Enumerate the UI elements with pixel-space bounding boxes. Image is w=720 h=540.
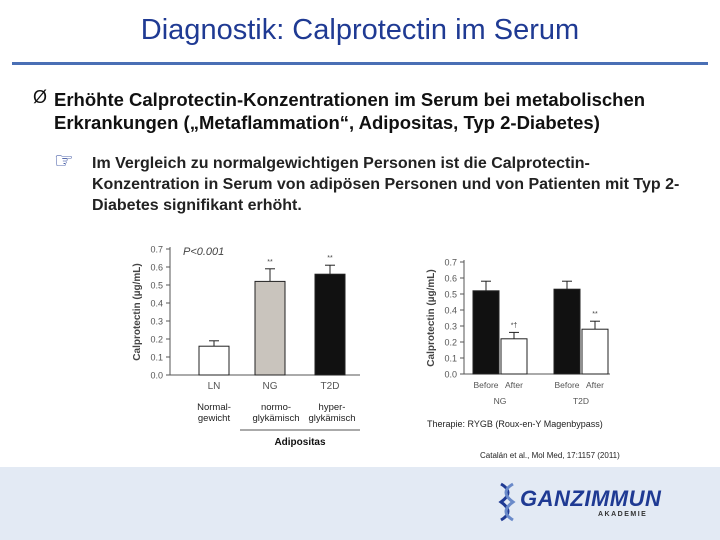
x-tick-label: T2D <box>320 381 340 392</box>
bar <box>315 274 345 375</box>
x-tick-label: Before <box>473 380 499 390</box>
group-label: gewicht <box>197 413 231 424</box>
y-axis-label: Calprotectin (µg/mL) <box>132 263 143 361</box>
y-tick-label: 0.3 <box>150 316 163 327</box>
y-tick-label: 0.6 <box>444 273 457 284</box>
p-value-annotation: P<0.001 <box>183 246 225 258</box>
bullet-sub: Im Vergleich zu normalgewichtigen Personen ist die Calprotectin-Konzentration in Serum von adipösen Personen und von Patienten mit Typ 2-Diabetes signifikant erhöht. <box>92 155 680 214</box>
y-tick-label: 0.3 <box>444 321 457 332</box>
group-caption: Adipositas <box>274 437 326 448</box>
y-tick-label: 0.2 <box>150 334 163 345</box>
chart-caption: Therapie: RYGB (Roux-en-Y Magenbypass) <box>427 419 603 429</box>
y-tick-label: 0.4 <box>444 305 457 316</box>
logo-name: GANZIMMUN <box>520 486 662 511</box>
x-tick-label: NG <box>262 381 278 392</box>
x-tick-label: After <box>505 380 523 390</box>
logo-subtitle: AKADEMIE <box>598 511 648 518</box>
group-label: NG <box>493 396 507 406</box>
y-tick-label: 0.1 <box>150 352 163 363</box>
group-label: T2D <box>572 396 590 406</box>
y-axis-label: Calprotectin (µg/mL) <box>426 269 437 367</box>
y-tick-label: 0.1 <box>444 353 457 364</box>
group-label: Normal- <box>197 402 231 413</box>
y-tick-label: 0.2 <box>444 337 457 348</box>
bar <box>501 339 527 374</box>
y-tick-label: 0.5 <box>150 280 163 291</box>
slide-title: Diagnostik: Calprotectin im Serum <box>140 14 580 46</box>
y-tick-label: 0.7 <box>444 257 457 268</box>
x-tick-label: LN <box>207 381 221 392</box>
y-tick-label: 0.0 <box>150 370 163 381</box>
significance-marker: ** <box>592 311 598 319</box>
significance-marker: ** <box>267 258 273 266</box>
group-label: glykämisch <box>252 413 300 424</box>
bar <box>473 291 499 374</box>
bar <box>554 289 580 374</box>
y-tick-label: 0.6 <box>150 262 163 273</box>
group-label: normo- <box>260 402 292 413</box>
arrow-bullet-icon: Ø <box>33 87 48 107</box>
pointing-hand-icon: ☞ <box>54 148 74 173</box>
significance-marker: ** <box>327 255 333 263</box>
x-tick-label: Before <box>554 380 580 390</box>
y-tick-label: 0.5 <box>444 289 457 300</box>
y-tick-label: 0.4 <box>150 298 163 309</box>
citation: Catalán et al., Mol Med, 17:1157 (2011) <box>480 451 620 460</box>
y-tick-label: 0.7 <box>150 244 163 255</box>
group-label: glykämisch <box>308 413 356 424</box>
y-tick-label: 0.0 <box>444 369 457 380</box>
bar <box>199 346 229 375</box>
group-label: hyper- <box>318 402 346 413</box>
bullet-main: Erhöhte Calprotectin-Konzentrationen im Serum bei metabolischen Erkrankungen („Metaflammation“, Adipositas, Typ 2-Diabetes) <box>54 89 646 133</box>
bar <box>255 281 285 375</box>
ganzimmun-logo-icon <box>497 482 519 522</box>
bar <box>582 329 608 374</box>
x-tick-label: After <box>586 380 604 390</box>
significance-marker: *† <box>510 322 518 330</box>
